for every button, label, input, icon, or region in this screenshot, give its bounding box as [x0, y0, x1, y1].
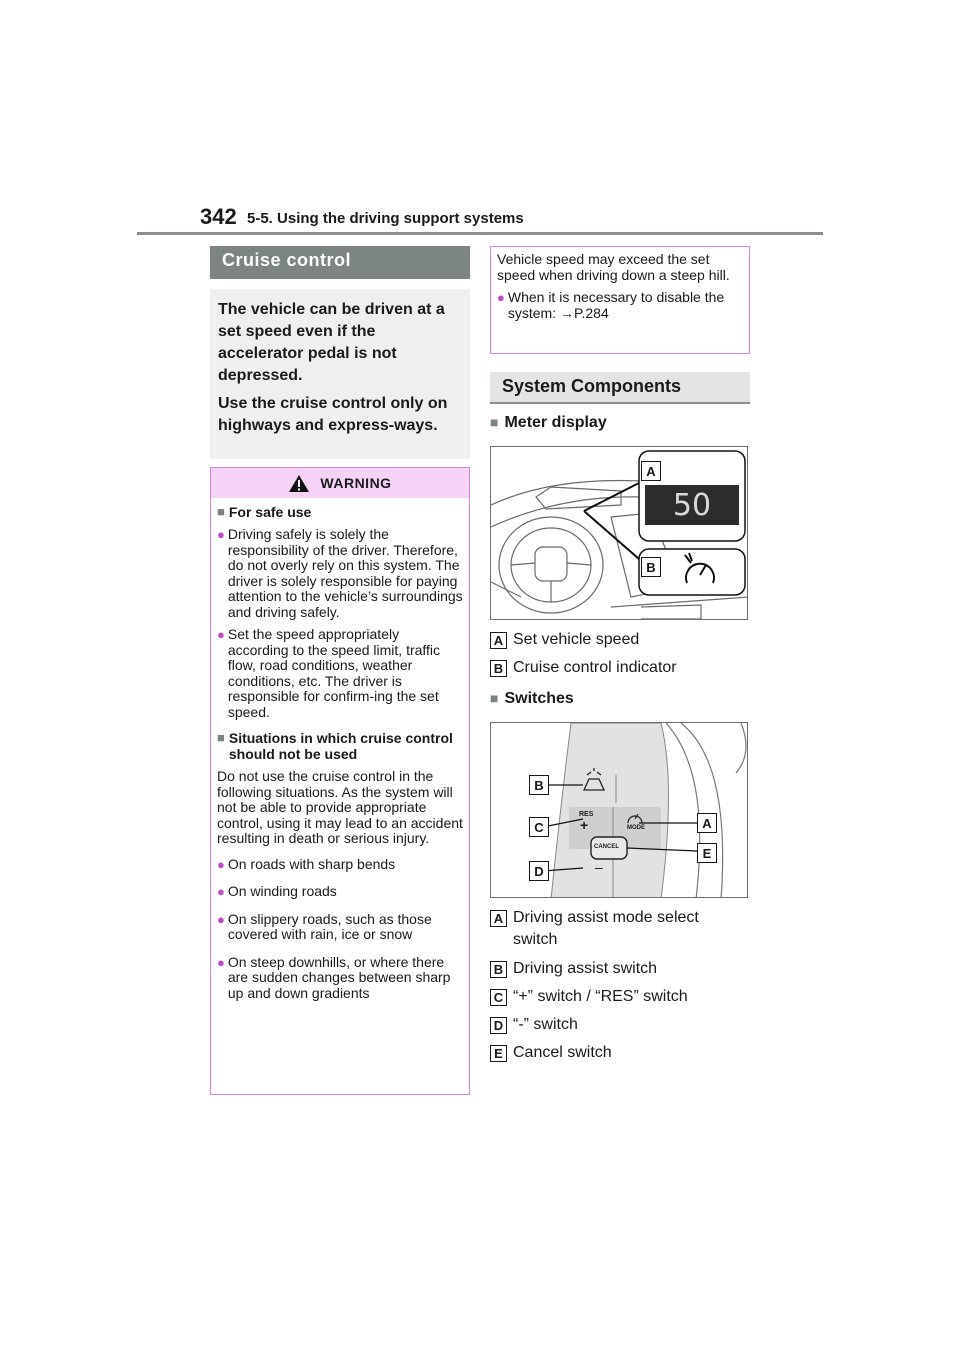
figure-label-b: B [529, 775, 549, 795]
cancel-switch-label: CANCEL [594, 844, 619, 850]
warning-subheading [217, 504, 463, 520]
list-item [497, 290, 743, 321]
legend-text: “-” switch [513, 1016, 578, 1033]
square-bullet-icon: ■ [217, 730, 225, 745]
list-item-text: On slippery roads, such as those covered with rain, ice or snow [227, 910, 432, 942]
list-item [217, 627, 463, 720]
legend-key: D [490, 1017, 507, 1034]
legend-item [490, 908, 750, 951]
warning-body [211, 498, 469, 1012]
note-box [490, 246, 750, 354]
figure-label-e: E [697, 843, 717, 863]
bullet-icon: ● [217, 527, 225, 542]
bullet-icon: ● [497, 290, 505, 305]
list-item-text: Set the speed appropriately according to the speed limit, traffic flow, road conditions, weather conditions, etc. The driver is responsible for confirm-ing the set speed. [227, 626, 441, 720]
right-column [490, 246, 750, 1063]
warning-paragraph: Do not use the cruise control in the following situations. As the system will not be able to provide appropriate control, using it may lead to an accident resulting in death or serious injury. [217, 768, 463, 846]
legend-item [490, 658, 750, 678]
legend-key: B [490, 961, 507, 978]
meter-display-heading [490, 414, 750, 432]
legend-item [490, 959, 750, 979]
bullet-icon: ● [217, 954, 225, 970]
left-column [210, 246, 470, 1095]
square-bullet-icon: ■ [217, 504, 225, 519]
warning-heading: WARNING [320, 475, 392, 491]
legend-text: Cancel switch [513, 1044, 612, 1061]
note-paragraph: Vehicle speed may exceed the set speed when driving down a steep hill. [497, 251, 730, 283]
list-item-text: On roads with sharp bends [227, 855, 396, 872]
bullet-icon: ● [217, 911, 225, 927]
mode-switch-label: MODE [627, 825, 645, 831]
legend-key: A [490, 910, 507, 927]
list-item [217, 884, 463, 900]
bullet-icon: ● [217, 627, 225, 642]
system-components-heading: System Components [490, 372, 750, 404]
warning-box [210, 467, 470, 1095]
steering-switches-illustration [490, 722, 748, 898]
legend-text: Driving assist mode select switch [513, 909, 699, 948]
intro-text: Use the cruise control only on highways and express-ways. [218, 395, 448, 434]
list-item [217, 955, 463, 1002]
legend-key: E [490, 1045, 507, 1062]
page-number: 342 [200, 204, 237, 229]
subheading-text: For safe use [228, 504, 312, 520]
bullet-icon: ● [217, 884, 225, 899]
meter-display-illustration [490, 446, 748, 620]
legend-item [490, 1015, 750, 1035]
legend-item [490, 1043, 750, 1063]
legend-item [490, 630, 750, 650]
figure-label-c: C [529, 817, 549, 837]
list-item [217, 857, 463, 873]
res-switch-label: RES [579, 811, 594, 818]
legend-key: B [490, 660, 507, 677]
legend-text: Set vehicle speed [513, 631, 640, 648]
warning-header [211, 468, 469, 498]
legend-item [490, 987, 750, 1007]
bullet-icon: ● [217, 856, 225, 872]
legend-text: Driving assist switch [513, 960, 658, 977]
list-item-text: On winding roads [227, 883, 337, 899]
legend-key: A [490, 632, 507, 649]
dashboard-drawing [491, 447, 748, 620]
figure-label-a: A [641, 461, 661, 481]
page-section-title: 5-5. Using the driving support systems [247, 210, 524, 227]
switches-heading [490, 690, 750, 708]
section-title: Cruise control [210, 246, 470, 279]
square-bullet-icon: ■ [490, 690, 499, 706]
legend-text: Cruise control indicator [513, 659, 677, 676]
subheading-text: Meter display [504, 414, 607, 431]
square-bullet-icon: ■ [490, 414, 499, 430]
figure-label-b: B [641, 557, 661, 577]
list-item [217, 912, 463, 943]
subheading-text: Situations in which cruise control should not be used [228, 730, 453, 762]
list-item-text: When it is necessary to disable the system: →P.284 [507, 289, 725, 321]
figure-label-a: A [697, 813, 717, 833]
figure-label-d: D [529, 861, 549, 881]
list-item-text: On steep downhills, or where there are sudden changes between sharp up and down gradients [227, 953, 451, 1001]
intro-box [210, 289, 470, 459]
plus-switch-label: + [580, 817, 589, 833]
intro-text: The vehicle can be driven at a set speed even if the accelerator pedal is not depressed. [218, 301, 445, 384]
header-divider [137, 232, 823, 235]
list-item [217, 527, 463, 620]
legend-text: “+” switch / “RES” switch [513, 988, 688, 1005]
minus-switch-label: – [595, 859, 603, 875]
legend-key: C [490, 989, 507, 1006]
warning-subheading [217, 730, 463, 762]
set-speed-readout: 50 [672, 487, 712, 523]
list-item-text: Driving safely is solely the responsibility of the driver. Therefore, do not overly rely on this system. The driver is solely responsible for paying attention to the vehicle’s surroundings and driving safely. [227, 526, 463, 620]
warning-triangle-icon [288, 474, 310, 493]
subheading-text: Switches [504, 690, 574, 707]
